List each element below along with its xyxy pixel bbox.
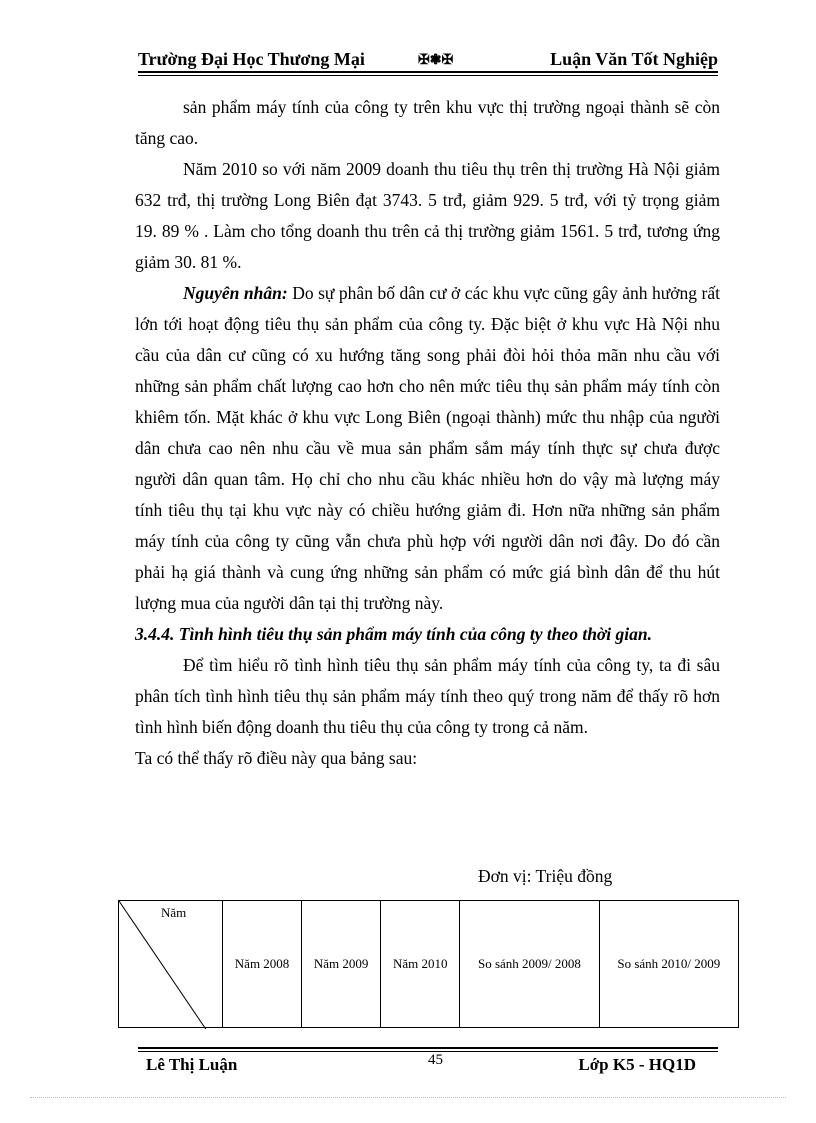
table-corner-cell (119, 901, 223, 1028)
paragraph-5: Ta có thể thấy rõ điều này qua bảng sau: (135, 748, 418, 768)
paragraph-1: sản phẩm máy tính của công ty trên khu vực thị trường ngoại thành sẽ còn tăng cao. (135, 97, 720, 148)
footer-rule (138, 1047, 718, 1049)
table-header-cell: Năm 2009 (302, 901, 381, 1028)
unit-label: Đơn vị: Triệu đồng (478, 866, 613, 886)
table-header-cell: So sánh 2009/ 2008 (460, 901, 599, 1028)
page-header (138, 47, 718, 75)
footer-author: Lê Thị Luận (146, 1055, 238, 1074)
corner-label: Năm (161, 905, 187, 920)
table-header-row (119, 901, 739, 1028)
table-header-cell: Năm 2008 (223, 901, 302, 1028)
header-title: Luận Văn Tốt Nghiệp (550, 49, 718, 69)
cause-text: Do sự phân bố dân cư ở các khu vực cũng gây ảnh hưởng rất lớn tới hoạt động tiêu thụ sản phẩm của công ty. Đặc biệt ở khu vực Hà Nội nhu cầu của dân cư cũng có xu hướng tăng song phải đòi hỏi thỏa mãn nhu cầu với những sản phẩm chất lượng cao hơn cho nên mức tiêu thụ sản phẩm máy tính còn khiêm tốn. Mặt khác ở khu vực Long Biên (ngoại thành) mức thu nhập của người dân chưa cao nên nhu cầu về mua sản phẩm sắm máy tính thực sự chưa được người dân quan tâm. Họ chỉ cho nhu cầu khác nhiều hơn do vậy mà lượng máy tính tiêu thụ tại khu vực này có chiều hướng giảm đi. Hơn nữa những sản phẩm máy tính của công ty cũng vẫn chưa phù hợp với người dân nơi đây. Do đó cần phải hạ giá thành và cung ứng những sản phẩm có mức giá bình dân để thu hút lượng mua của người dân tại thị trường này. (135, 283, 720, 613)
cause-label: Nguyên nhân: (183, 283, 288, 303)
document-body (135, 92, 720, 774)
paragraph-2: Năm 2010 so với năm 2009 doanh thu tiêu thụ trên thị trường Hà Nội giảm 632 trđ, thị trường Long Biên đạt 3743. 5 trđ, giảm 929. 5 trđ, với tỷ trọng giảm 19. 89 % . Làm cho tổng doanh thu trên cả thị trường giảm 1561. 5 trđ, tương ứng giảm 30. 81 %. (135, 159, 720, 272)
header-school: Trường Đại Học Thương Mại (138, 49, 365, 69)
paragraph-3 (135, 278, 720, 619)
section-heading: 3.4.4. Tình hình tiêu thụ sản phẩm máy tính của công ty theo thời gian. (135, 624, 653, 644)
header-rule-thin (138, 75, 718, 76)
page-edge-divider (30, 1097, 786, 1098)
table-header-cell: Năm 2010 (381, 901, 460, 1028)
page-footer (138, 1047, 718, 1077)
footer-class: Lớp K5 - HQ1D (578, 1055, 696, 1074)
page-number: 45 (428, 1052, 443, 1068)
paragraph-4: Để tìm hiểu rõ tình hình tiêu thụ sản phẩm máy tính của công ty, ta đi sâu phân tích tình hình tiêu thụ sản phẩm máy tính theo quý trong năm để thấy rõ hơn tình hình biến động doanh thu tiêu thụ của công ty trong cả năm. (135, 655, 720, 737)
header-ornament: ✠❃✠ (418, 53, 454, 68)
header-rule (138, 71, 718, 73)
table-header-cell: So sánh 2010/ 2009 (599, 901, 738, 1028)
revenue-table (118, 900, 739, 1028)
